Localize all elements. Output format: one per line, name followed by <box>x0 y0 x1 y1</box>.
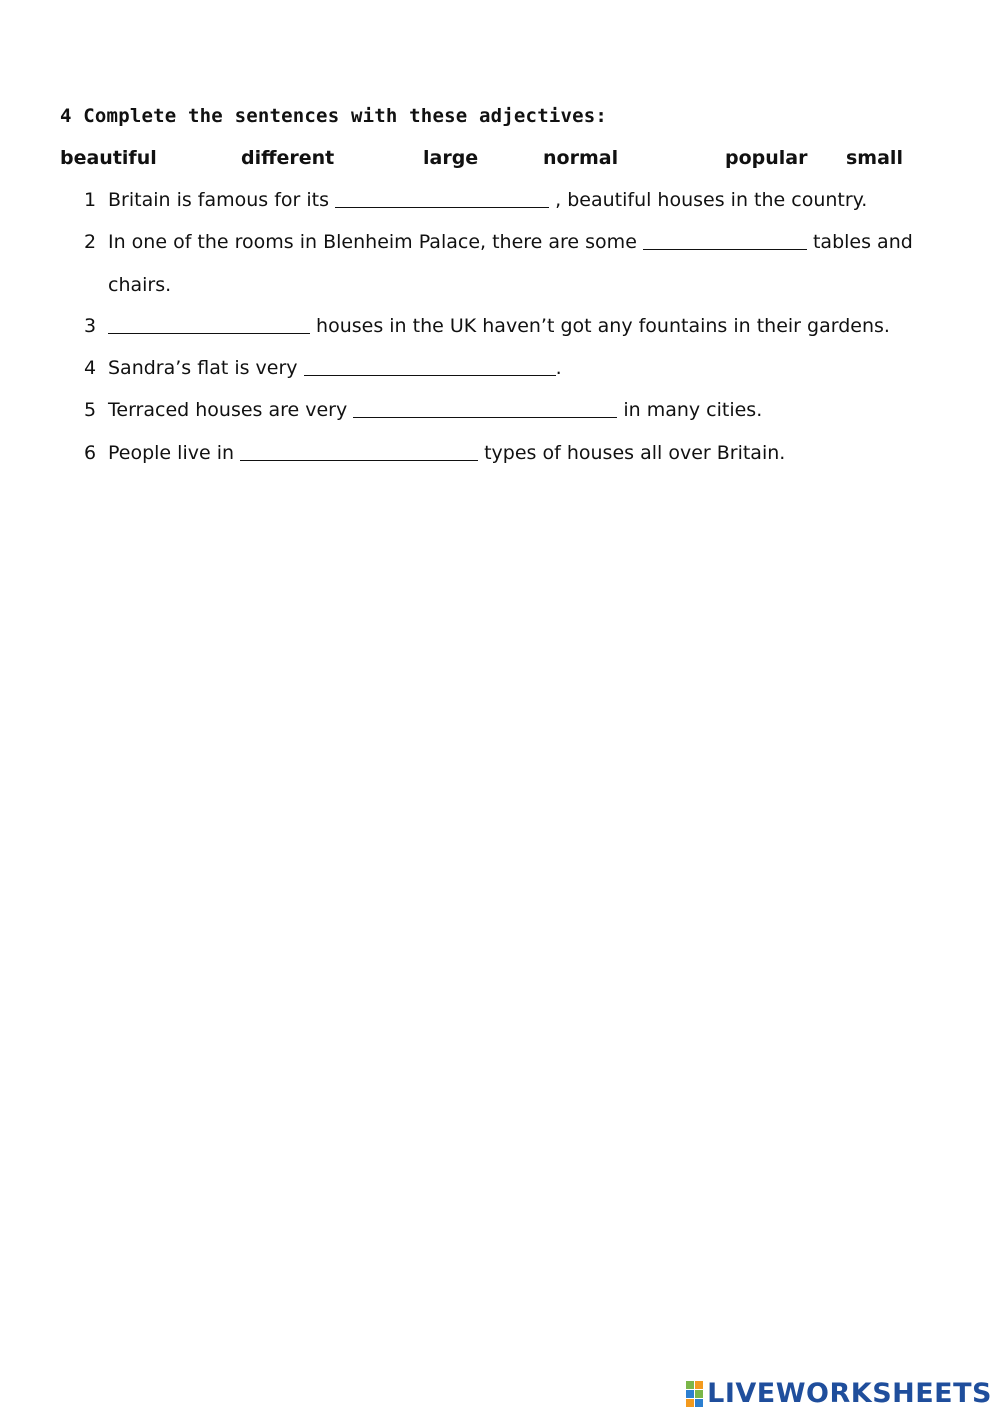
sentence-number: 4 <box>84 357 97 379</box>
sentence-text: in many cities. <box>623 399 763 421</box>
sentence-text: , beautiful houses in the country. <box>555 189 868 211</box>
word-bank-item: popular <box>725 147 808 169</box>
answer-blank[interactable] <box>304 357 556 376</box>
sentence-text: types of houses all over Britain. <box>484 442 786 464</box>
sentence-1 <box>108 189 867 211</box>
logo-text: LIVEWORKSHEETS <box>707 1378 992 1409</box>
sentence-text: People live in <box>108 442 235 464</box>
sentence-text: . <box>555 357 562 379</box>
sentence-3 <box>108 315 890 337</box>
word-bank-item: beautiful <box>60 147 157 169</box>
word-bank-item: large <box>423 147 479 169</box>
sentence-number: 3 <box>84 315 97 337</box>
answer-blank[interactable] <box>108 315 310 334</box>
answer-blank[interactable] <box>353 399 617 418</box>
sentence-text: Terraced houses are very <box>108 399 348 421</box>
sentence-4 <box>108 357 562 379</box>
sentence-6 <box>108 442 785 464</box>
word-bank-item: different <box>241 147 335 169</box>
word-bank-item: small <box>846 147 903 169</box>
sentence-number: 5 <box>84 399 97 421</box>
sentence-number: 6 <box>84 442 97 464</box>
sentence-text: Britain is famous for its <box>108 189 330 211</box>
sentence-text: tables and <box>812 231 913 253</box>
sentence-continuation: chairs. <box>108 274 172 296</box>
exercise-heading: 4 Complete the sentences with these adjectives: <box>60 105 608 127</box>
sentence-text: houses in the UK haven’t got any fountains in their gardens. <box>316 315 890 337</box>
answer-blank[interactable] <box>240 442 478 461</box>
liveworksheets-logo <box>686 1378 992 1409</box>
answer-blank[interactable] <box>335 189 549 208</box>
answer-blank[interactable] <box>643 231 807 250</box>
sentence-5 <box>108 399 762 421</box>
sentence-number: 1 <box>84 189 97 211</box>
sentence-text: In one of the rooms in Blenheim Palace, there are some <box>108 231 637 253</box>
word-bank-item: normal <box>543 147 619 169</box>
sentence-text: Sandra’s flat is very <box>108 357 298 379</box>
liveworksheets-logo-icon <box>686 1381 703 1407</box>
sentence-2 <box>108 231 913 253</box>
sentence-number: 2 <box>84 231 97 253</box>
